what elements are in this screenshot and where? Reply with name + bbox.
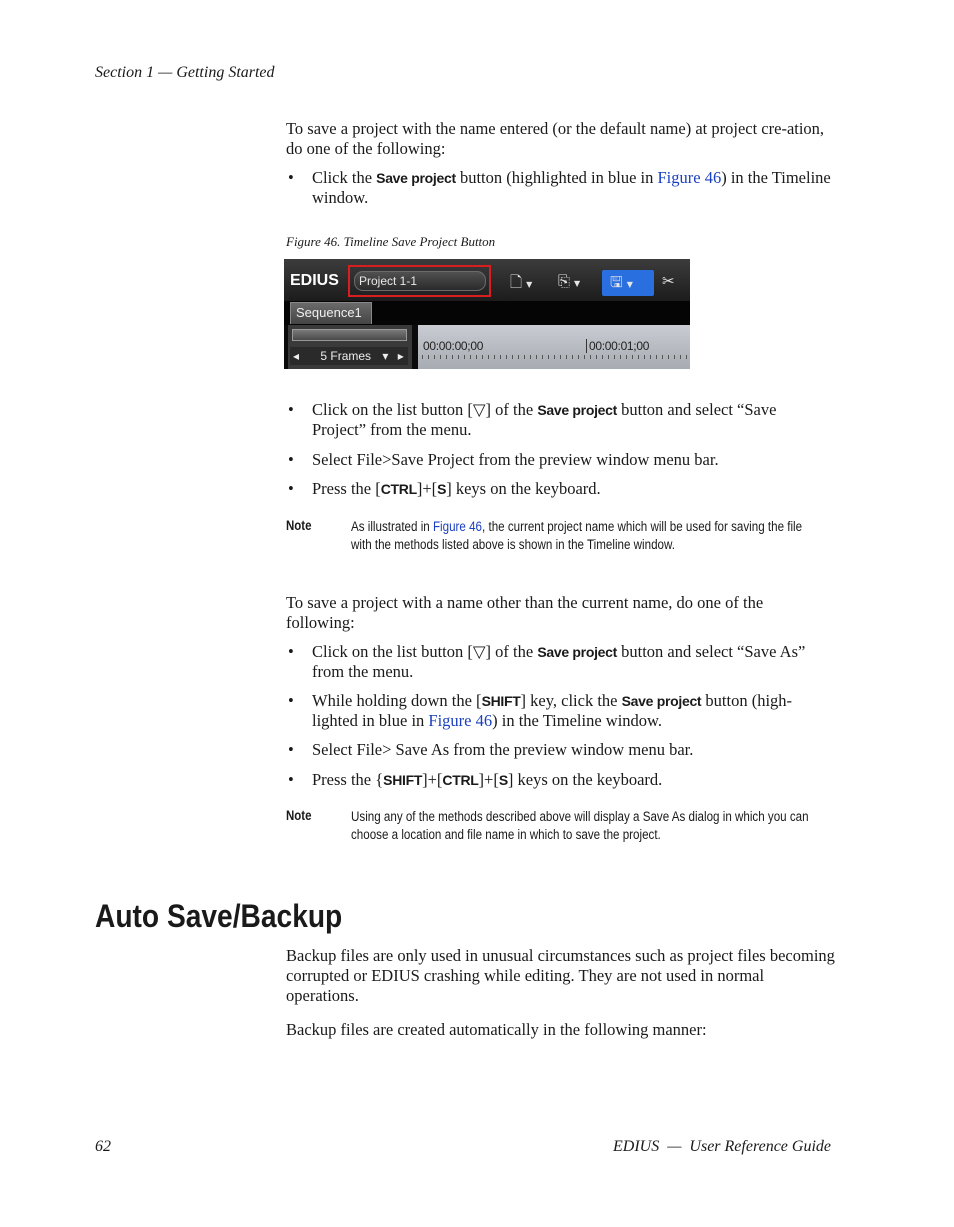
key-name: CTRL (442, 772, 479, 788)
text: ) in the Timeline window. (492, 711, 663, 730)
bullet-dot: • (288, 770, 294, 789)
text: Click on the list button [▽] of the (312, 642, 538, 661)
scissors-icon[interactable]: ✂ (662, 272, 675, 290)
text: ]+[ (416, 479, 438, 498)
text: Select File>Save Project from the preview window menu bar. (312, 450, 719, 469)
text: button (high-lighted in blue in (312, 691, 793, 730)
new-project-icon[interactable]: 🗋 ▼ (510, 273, 533, 291)
key-name: SHIFT (383, 772, 423, 788)
key-name: S (437, 481, 447, 497)
zoom-slider[interactable] (292, 329, 407, 341)
timescale-select[interactable] (290, 347, 408, 365)
text: ] keys on the keyboard. (446, 479, 601, 498)
timeline-figure (284, 259, 690, 369)
intro-paragraph: To save a project with the name entered (or the default name) at project cre-ation, do one of the following: (286, 119, 825, 158)
key-name: CTRL (380, 481, 417, 497)
note-text (351, 518, 815, 554)
timecode-label: 00:00:01;00 (586, 339, 649, 353)
text: Press the [ (312, 479, 381, 498)
text: button and select “Save Project” from the menu. (312, 400, 777, 439)
bold-term: Save project (537, 644, 617, 660)
tab-sequence1[interactable]: Sequence1 (290, 302, 372, 324)
running-footer: EDIUS — User Reference Guide (612, 1138, 831, 1155)
key-name: SHIFT (481, 693, 521, 709)
bullet-dot: • (288, 450, 294, 469)
left-arrow-icon[interactable]: ◂ (293, 349, 300, 363)
text: ]+[ (422, 770, 443, 789)
text: ]+[ (478, 770, 499, 789)
bullet-dot: • (288, 642, 294, 661)
note-label: Note (286, 518, 312, 533)
bold-term: Save project (621, 693, 702, 709)
chevron-down-icon[interactable]: ▾ (382, 349, 389, 363)
text: ] key, click the (520, 691, 622, 710)
list-item (286, 770, 831, 790)
timescale-value: 5 Frames (320, 349, 372, 363)
figure-link[interactable]: Figure 46 (428, 711, 493, 730)
intro-paragraph: To save a project with a name other than the current name, do one of the following: (286, 593, 764, 632)
running-header: Section 1 — Getting Started (95, 64, 275, 81)
list-item (286, 740, 831, 760)
text: Click the (312, 168, 377, 187)
text: Click on the list button [▽] of the (312, 400, 538, 419)
text: While holding down the [ (312, 691, 482, 710)
list-item (286, 400, 831, 440)
key-name: S (498, 772, 508, 788)
body-paragraph: Backup files are only used in unusual circumstances such as project files becoming corrupted or EDIUS crashing while editing. They are not used in normal operations. (286, 946, 835, 1005)
text: button and select “Save As” from the menu. (312, 642, 806, 681)
text: ] keys on the keyboard. (507, 770, 663, 789)
export-icon[interactable]: ⎘ ▼ (558, 272, 581, 290)
list-item (286, 168, 831, 208)
figure-link[interactable]: Figure 46 (432, 519, 483, 534)
list-item (286, 450, 831, 470)
timecode-label: 00:00:00;00 (423, 339, 484, 353)
right-arrow-icon[interactable]: ▸ (397, 349, 404, 363)
text: ) in the Timeline window. (312, 168, 831, 207)
body-paragraph: Backup files are created automatically in the following manner: (286, 1020, 707, 1039)
bullet-dot: • (288, 691, 294, 710)
save-project-icon[interactable]: 🖫 ▼ (610, 273, 633, 291)
ruler-ticks (422, 355, 690, 359)
figure-link[interactable]: Figure 46 (657, 168, 722, 187)
project-name-field[interactable]: Project 1-1 (354, 271, 486, 291)
text: As illustrated in (351, 519, 433, 534)
edius-logo: EDIUS (290, 272, 339, 289)
text: button (highlighted in blue in (455, 168, 658, 187)
bullet-dot: • (288, 168, 294, 187)
bold-term: Save project (376, 170, 456, 186)
bold-term: Save project (537, 402, 617, 418)
figure-caption: Figure 46. Timeline Save Project Button (286, 234, 496, 249)
section-heading: Auto Save/Backup (95, 898, 343, 934)
text: , the current project name which will be used for saving the file with the methods listed above is shown in the Timeline window. (351, 519, 803, 552)
text: Select File> Save As from the preview window menu bar. (312, 740, 694, 759)
note-label: Note (286, 808, 312, 823)
list-item (286, 691, 831, 731)
bullet-dot: • (288, 740, 294, 759)
page-number: 62 (95, 1138, 111, 1155)
list-item (286, 642, 831, 682)
list-item (286, 479, 831, 499)
note-text: Using any of the methods described above will display a Save As dialog in which you can choose a location and file name in which to save the project. (351, 809, 809, 842)
text: Press the { (312, 770, 384, 789)
bullet-dot: • (288, 400, 294, 419)
bullet-dot: • (288, 479, 294, 498)
